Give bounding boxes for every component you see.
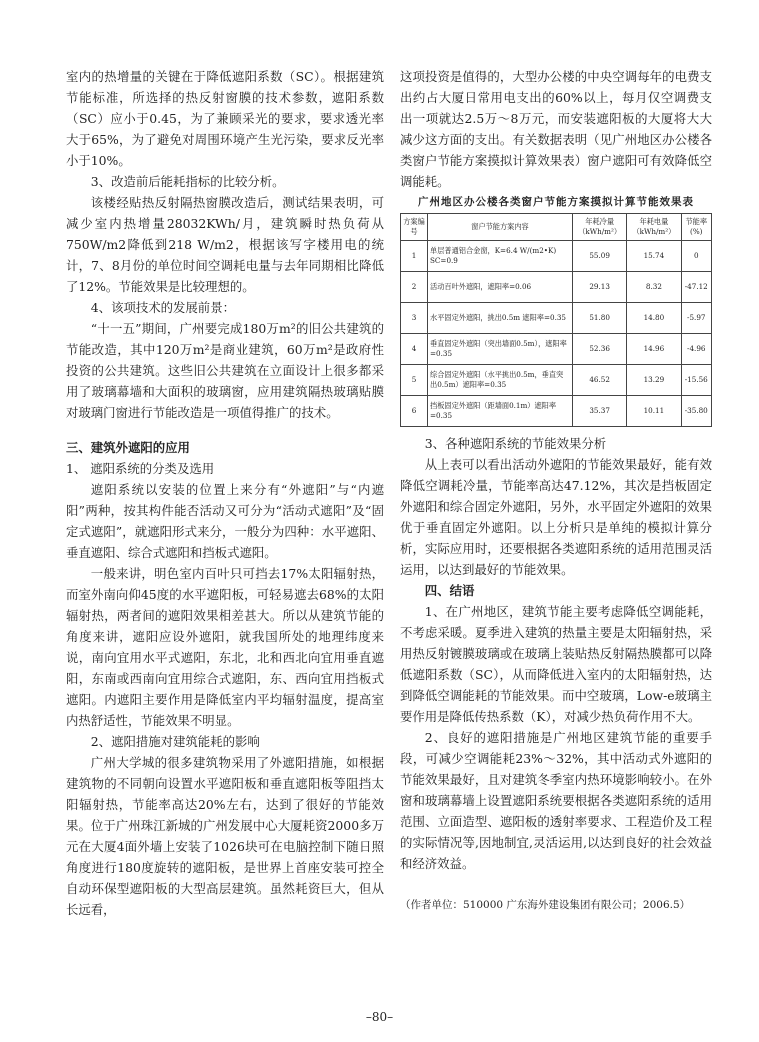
table-cell: 垂直固定外遮阳（突出墙面0.5m），遮阳率=0.35 [428,334,573,365]
table-cell: -4.96 [681,334,711,365]
right-column [400,66,712,914]
table-cell: 单层普通铝合金窗，K=6.4 W/(m2•K) SC=0.9 [428,241,573,272]
paragraph: 从上表可以看出活动外遮阳的节能效果最好，能有效降低空调耗冷量，节能率高达47.12%，其次是挡板固定外遮阳和综合固定外遮阳，另外，水平固定外遮阳的效果优于垂直固定外遮阳。以上分析只是单纯的模拟计算分析，实际应用时，还要根据各类遮阳系统的适用范围灵活运用，以达到最好的节能效果。 [400,457,712,577]
table-cell: 2 [401,272,428,303]
table-header-row [401,214,712,241]
table-row [401,303,712,334]
table-header: 年耗电量（kWh/m²） [627,214,681,241]
section-heading: 四、结语 [424,583,475,598]
paragraph: 室内的热增量的关键在于降低遮阳系数（SC）。根据建筑节能标准，所选择的热反射窗膜的技术参数，遮阳系数（SC）应小于0.45，为了兼顾采光的要求，要求透光率大于65%，为了避免对周围环境产生光污染，要求反光率小于10%。 [66,69,384,168]
table-cell: 活动百叶外遮阳，遮阳率=0.06 [428,272,573,303]
table-cell: 8.32 [627,272,681,303]
table-row [401,365,712,396]
left-column [66,66,384,920]
table-cell: 51.80 [573,303,627,334]
table-cell: 水平固定外遮阳，挑出0.5m 遮阳率=0.35 [428,303,573,334]
table-row [401,241,712,272]
table-cell: 综合固定外遮阳（水平挑出0.5m，垂直突出0.5m）遮阳率=0.35 [428,365,573,396]
table-cell: 4 [401,334,428,365]
table-header: 方案编号 [401,214,428,241]
table-row [401,272,712,303]
table-cell: 0 [681,241,711,272]
table-cell: 15.74 [627,241,681,272]
table-cell: 52.36 [573,334,627,365]
section-heading: 三、建筑外遮阳的应用 [66,440,190,455]
paragraph: 该楼经贴热反射隔热窗膜改造后，测试结果表明，可减少室内热增量28032KWh/月，建筑瞬时热负荷从750W/m2降低到218 W/m2，根据该写字楼用电的统计，7、8月份的单位时间空调耗电量与去年同期相比降低了12%。节能效果是比较理想的。 [66,195,384,294]
table-cell: 13.29 [627,365,681,396]
author-affiliation: （作者单位：510000 广东海外建设集团有限公司；2006.5） [400,899,691,911]
table-cell: 46.52 [573,365,627,396]
subheading: 2、遮阳措施对建筑能耗的影响 [90,734,260,749]
paragraph: 遮阳系统以安装的位置上来分有“外遮阳”与“内遮阳”两种，按其构件能否活动又可分为“活动式遮阳”及“固定式遮阳”，就遮阳形式来分，一般分为四种：水平遮阳、垂直遮阳、综合式遮阳和挡板式遮阳。 [66,482,384,560]
table-cell: -5.97 [681,303,711,334]
table-cell: 挡板固定外遮阳（距墙面0.1m）遮阳率=0.35 [428,396,573,427]
page-number: –80– [365,1010,394,1024]
subheading: 1、 遮阳系统的分类及选用 [66,461,215,476]
table-cell: 35.37 [573,396,627,427]
table-cell: 3 [401,303,428,334]
table-cell: 1 [401,241,428,272]
paragraph: “十一五”期间，广州要完成180万m²的旧公共建筑的节能改造，其中120万m²是商业建筑，60万m²是政府性投资的公共建筑。这些旧公共建筑在立面设计上很多都采用了玻璃幕墙和大面积的玻璃窗，应用建筑隔热玻璃贴膜对玻璃门窗进行节能改造是一项值得推广的技术。 [66,321,384,420]
paragraph: 广州大学城的很多建筑物采用了外遮阳措施，如根据建筑物的不同朝向设置水平遮阳板和垂直遮阳板等阻挡太阳辐射热，节能率高达20%左右，达到了很好的节能效果。位于广州珠江新城的广州发展中心大厦耗资2000多万元在大厦4面外墙上安装了1026块可在电脑控制下随日照角度进行180度旋转的遮阳板，是世界上首座安装可控全自动环保型遮阳板的大型高层建筑。虽然耗资巨大，但从长远看， [66,755,384,917]
table-header: 年耗冷量（kWh/m²） [573,214,627,241]
table-cell: -15.56 [681,365,711,396]
table-cell: -47.12 [681,272,711,303]
table-cell: 10.11 [627,396,681,427]
table-header: 窗户节能方案内容 [428,214,573,241]
subheading: 3、改造前后能耗指标的比较分析。 [90,174,285,189]
paragraph: 这项投资是值得的，大型办公楼的中央空调每年的电费支出约占大厦日常用电支出的60%以上，每月仅空调费支出一项就达2.5万～8万元，而安装遮阳板的大厦将大大减少这方面的支出。有关数据表明（见广州地区办公楼各类窗户节能方案摸拟计算效果表）窗户遮阳可有效降低空调能耗。 [400,69,712,189]
subheading: 3、各种遮阳系统的节能效果分析 [424,436,607,451]
table-row [401,334,712,365]
paragraph: 2、良好的遮阳措施是广州地区建筑节能的重要手段，可减少空调能耗23%～32%，其中活动式外遮阳的节能效果最好，且对建筑冬季室内热环境影响较小。在外窗和玻璃幕墙上设置遮阳系统要根据各类遮阳系统的适用范围、立面造型、遮阳板的透射率要求、工程造价及工程的实际情况等,因地制宜,灵活运用,以达到良好的社会效益和经济效益。 [400,730,712,871]
table-cell: -35.80 [681,396,711,427]
paragraph: 一般来讲，明色室内百叶只可挡去17%太阳辐射热，而室外南向仰45度的水平遮阳板，可轻易遮去68%的太阳辐射热，两者间的遮阳效果相差甚大。所以从建筑节能的角度来讲，遮阳应设外遮阳，就我国所处的地理纬度来说，南向宜用水平式遮阳，东北，北和西北向宜用垂直遮阳，东南或西南向宜用综合式遮阳，东、西向宜用挡板式遮阳。内遮阳主要作用是降低室内平均辐射温度，提高室内热舒适性，节能效果不明显。 [66,566,384,728]
subheading: 4、该项技术的发展前景： [90,300,235,315]
table-row [401,396,712,427]
paragraph: 1、在广州地区，建筑节能主要考虑降低空调能耗，不考虑采暖。夏季进入建筑的热量主要是太阳辐射热，采用热反射镀膜玻璃或在玻璃上装贴热反射隔热膜都可以降低遮阳系数（SC），从而降低进入室内的太阳辐射热，达到降低空调能耗的节能效果。而中空玻璃，Low-e玻璃主要作用是降低传热系数（K），对减少热负荷作用不大。 [400,604,712,724]
table-cell: 55.09 [573,241,627,272]
energy-table [400,213,712,427]
table-cell: 14.96 [627,334,681,365]
table-cell: 14.80 [627,303,681,334]
table-cell: 5 [401,365,428,396]
table-header: 节能率(%) [681,214,711,241]
table-cell: 6 [401,396,428,427]
table-title: 广州地区办公楼各类窗户节能方案摸拟计算节能效果表 [418,196,694,208]
table-cell: 29.13 [573,272,627,303]
